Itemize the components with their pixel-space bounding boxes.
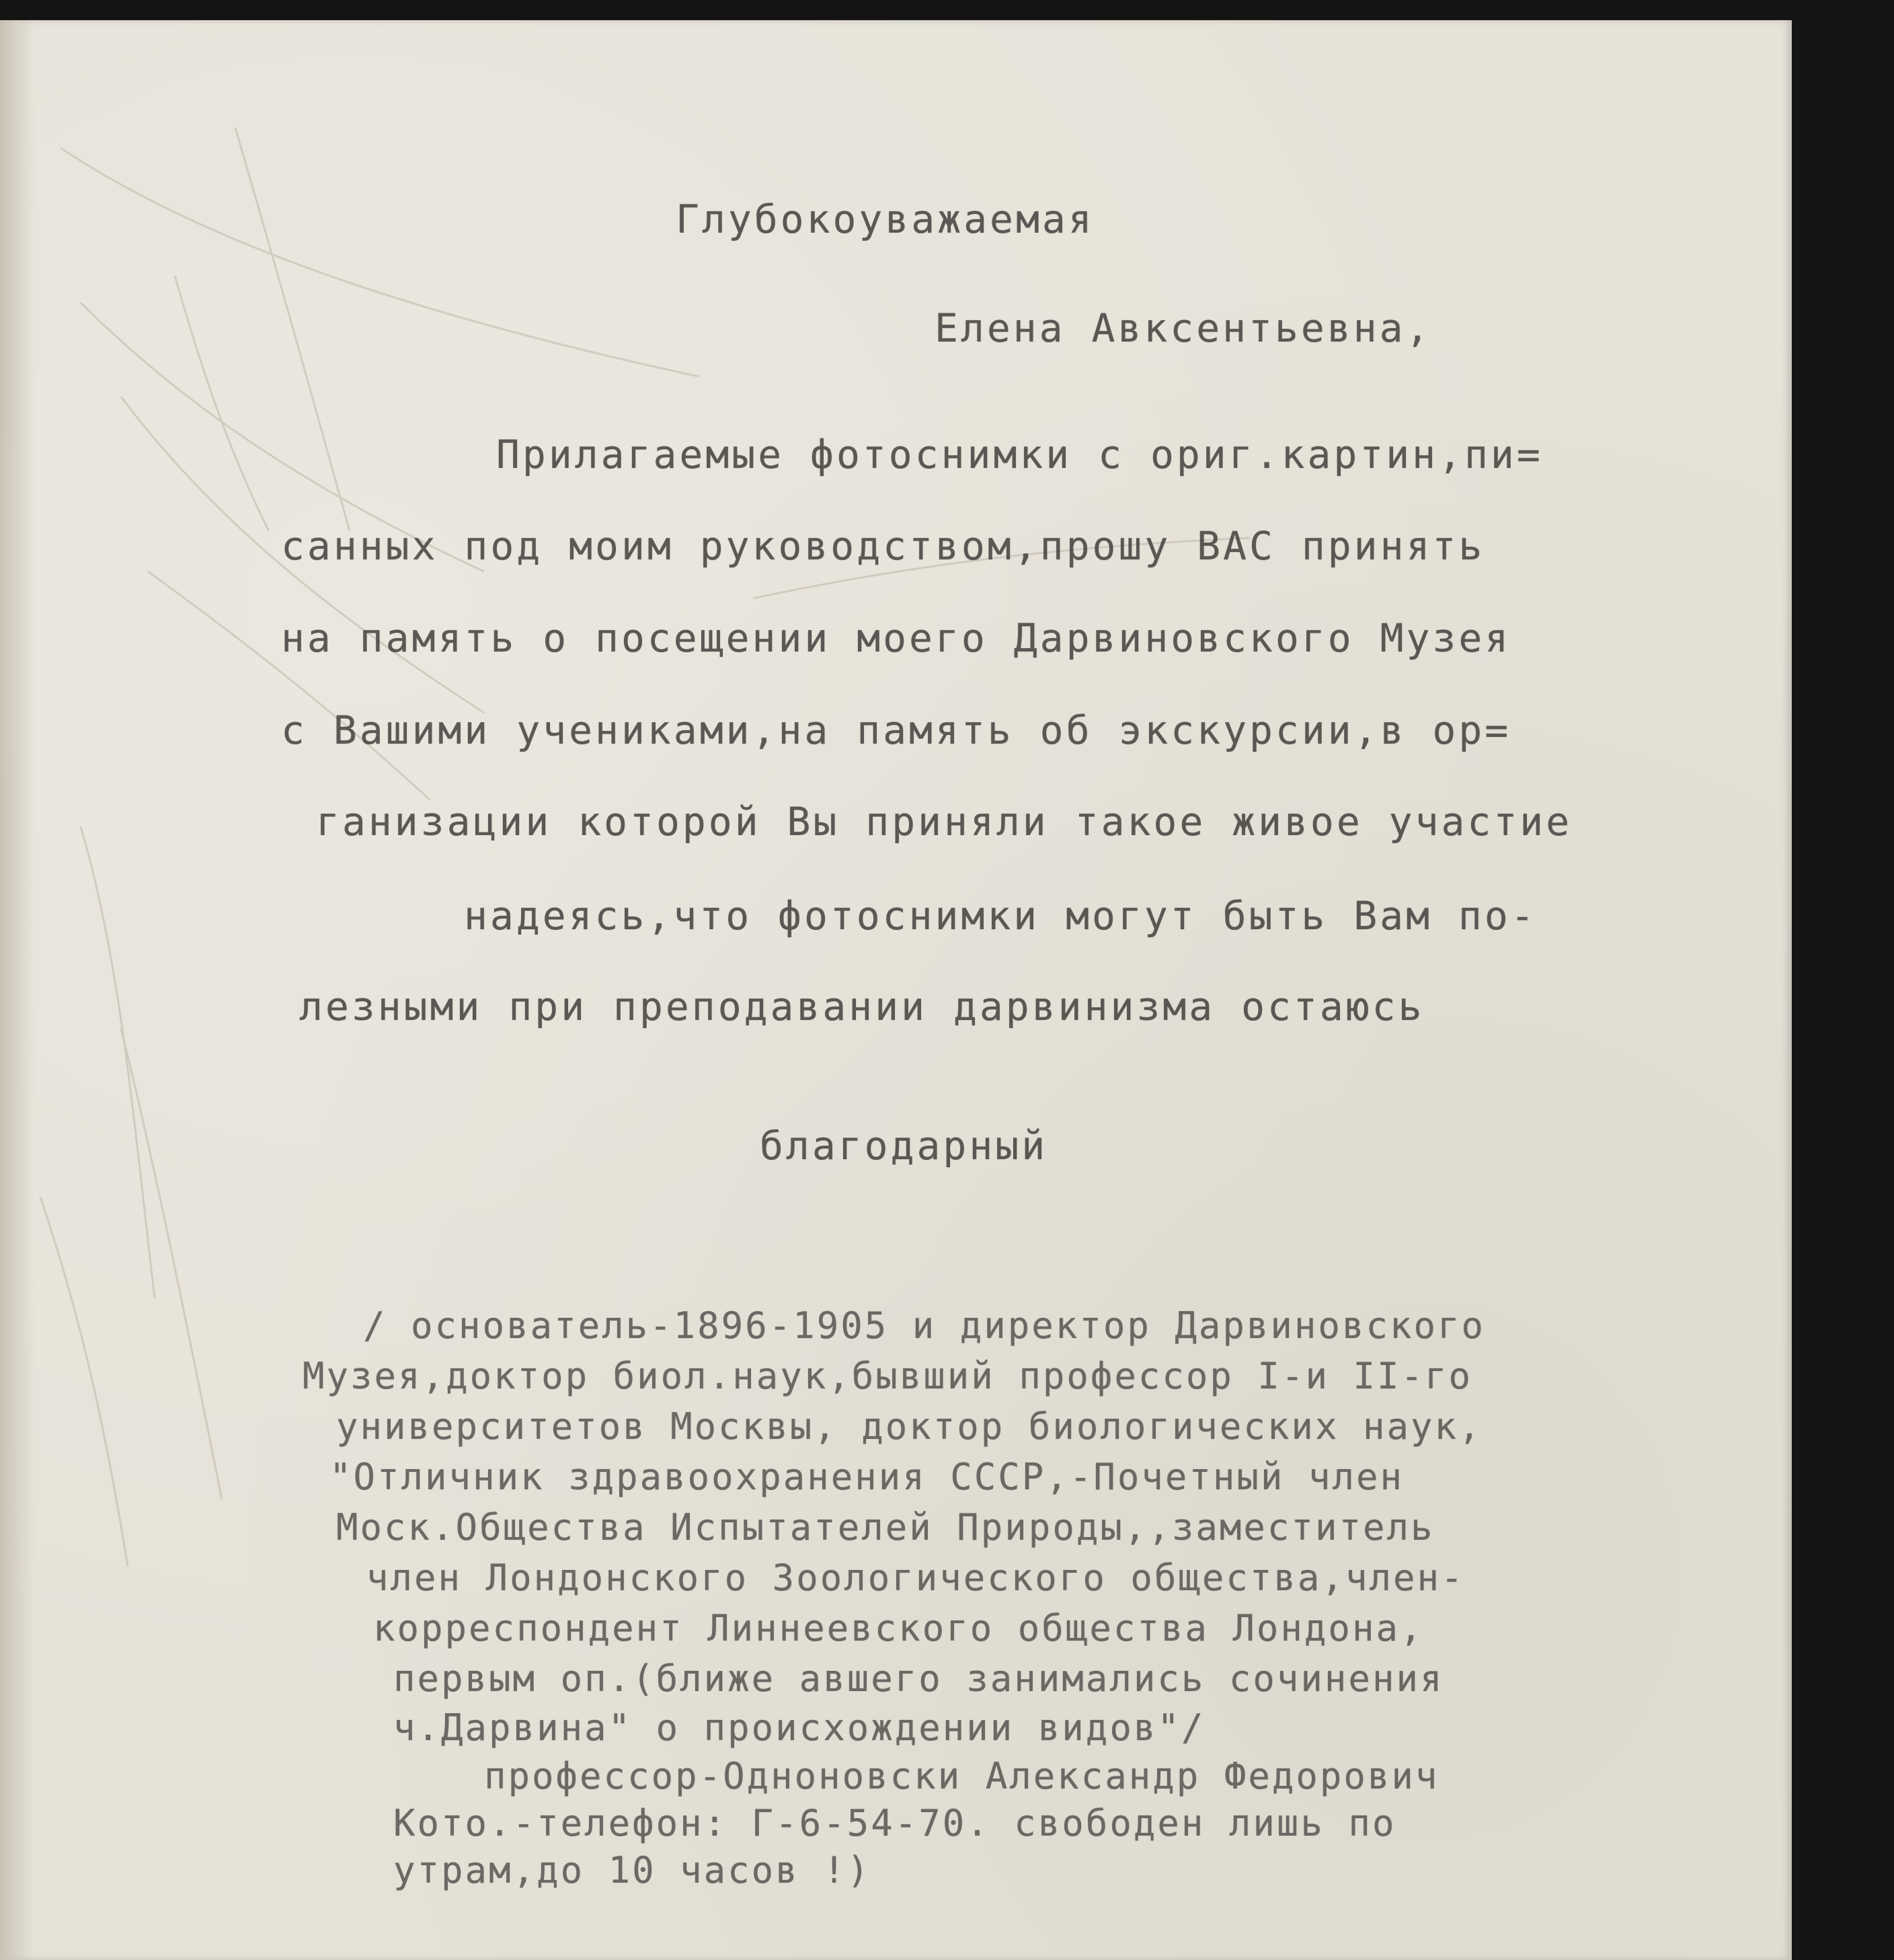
body-line: ганизации которой Вы приняли такое живое участие (316, 799, 1573, 845)
signature-line: утрам,до 10 часов !) (393, 1849, 871, 1891)
body-line: лезными при преподавании дарвинизма остаюсь (299, 984, 1425, 1029)
signature-line: Моск.Общества Испытателей Природы,,заместитель (336, 1506, 1435, 1549)
signature-line: / основатель-1896-1905 и директор Дарвиновского (363, 1304, 1486, 1347)
salutation-line-2: Елена Авксентьевна, (935, 305, 1432, 351)
signature-line: Кото.-телефон: Г-6-54-70. свободен лишь по (393, 1802, 1396, 1844)
signature-line: первым оп.(ближе авшего занимались сочинения (393, 1657, 1444, 1700)
body-line: с Вашими учениками,на память об экскурсии,в ор= (281, 707, 1511, 753)
signature-line: университетов Москвы, доктор биологических наук, (336, 1405, 1483, 1448)
document-page (0, 20, 1792, 1960)
signature-line: Музея,доктор биол.наук,бывший профессор I-и II-го (303, 1355, 1473, 1397)
paper-left-edge (0, 20, 35, 1960)
signature-line: ч.Дарвина" о происхождении видов"/ (393, 1707, 1206, 1749)
body-line: надеясь,что фотоснимки могут быть Вам по- (464, 893, 1537, 939)
body-line: Прилагаемые фотоснимки с ориг.картин,пи= (496, 432, 1543, 477)
signature-line: профессор-Одноновски Александр Федорович (484, 1755, 1439, 1797)
salutation-line-1: Глубокоуважаемая (676, 196, 1095, 242)
body-line: санных под моим руководством,прошу ВАС принять (281, 523, 1485, 569)
body-line: на память о посещении моего Дарвиновского Музея (281, 615, 1511, 661)
closing: благодарный (760, 1123, 1048, 1169)
signature-line: член Лондонского Зоологического общества,член- (366, 1557, 1465, 1599)
signature-line: "Отличник здравоохранения СССР,-Почетный член (329, 1456, 1404, 1498)
signature-line: корреспондент Линнеевского общества Лондона, (373, 1607, 1424, 1649)
